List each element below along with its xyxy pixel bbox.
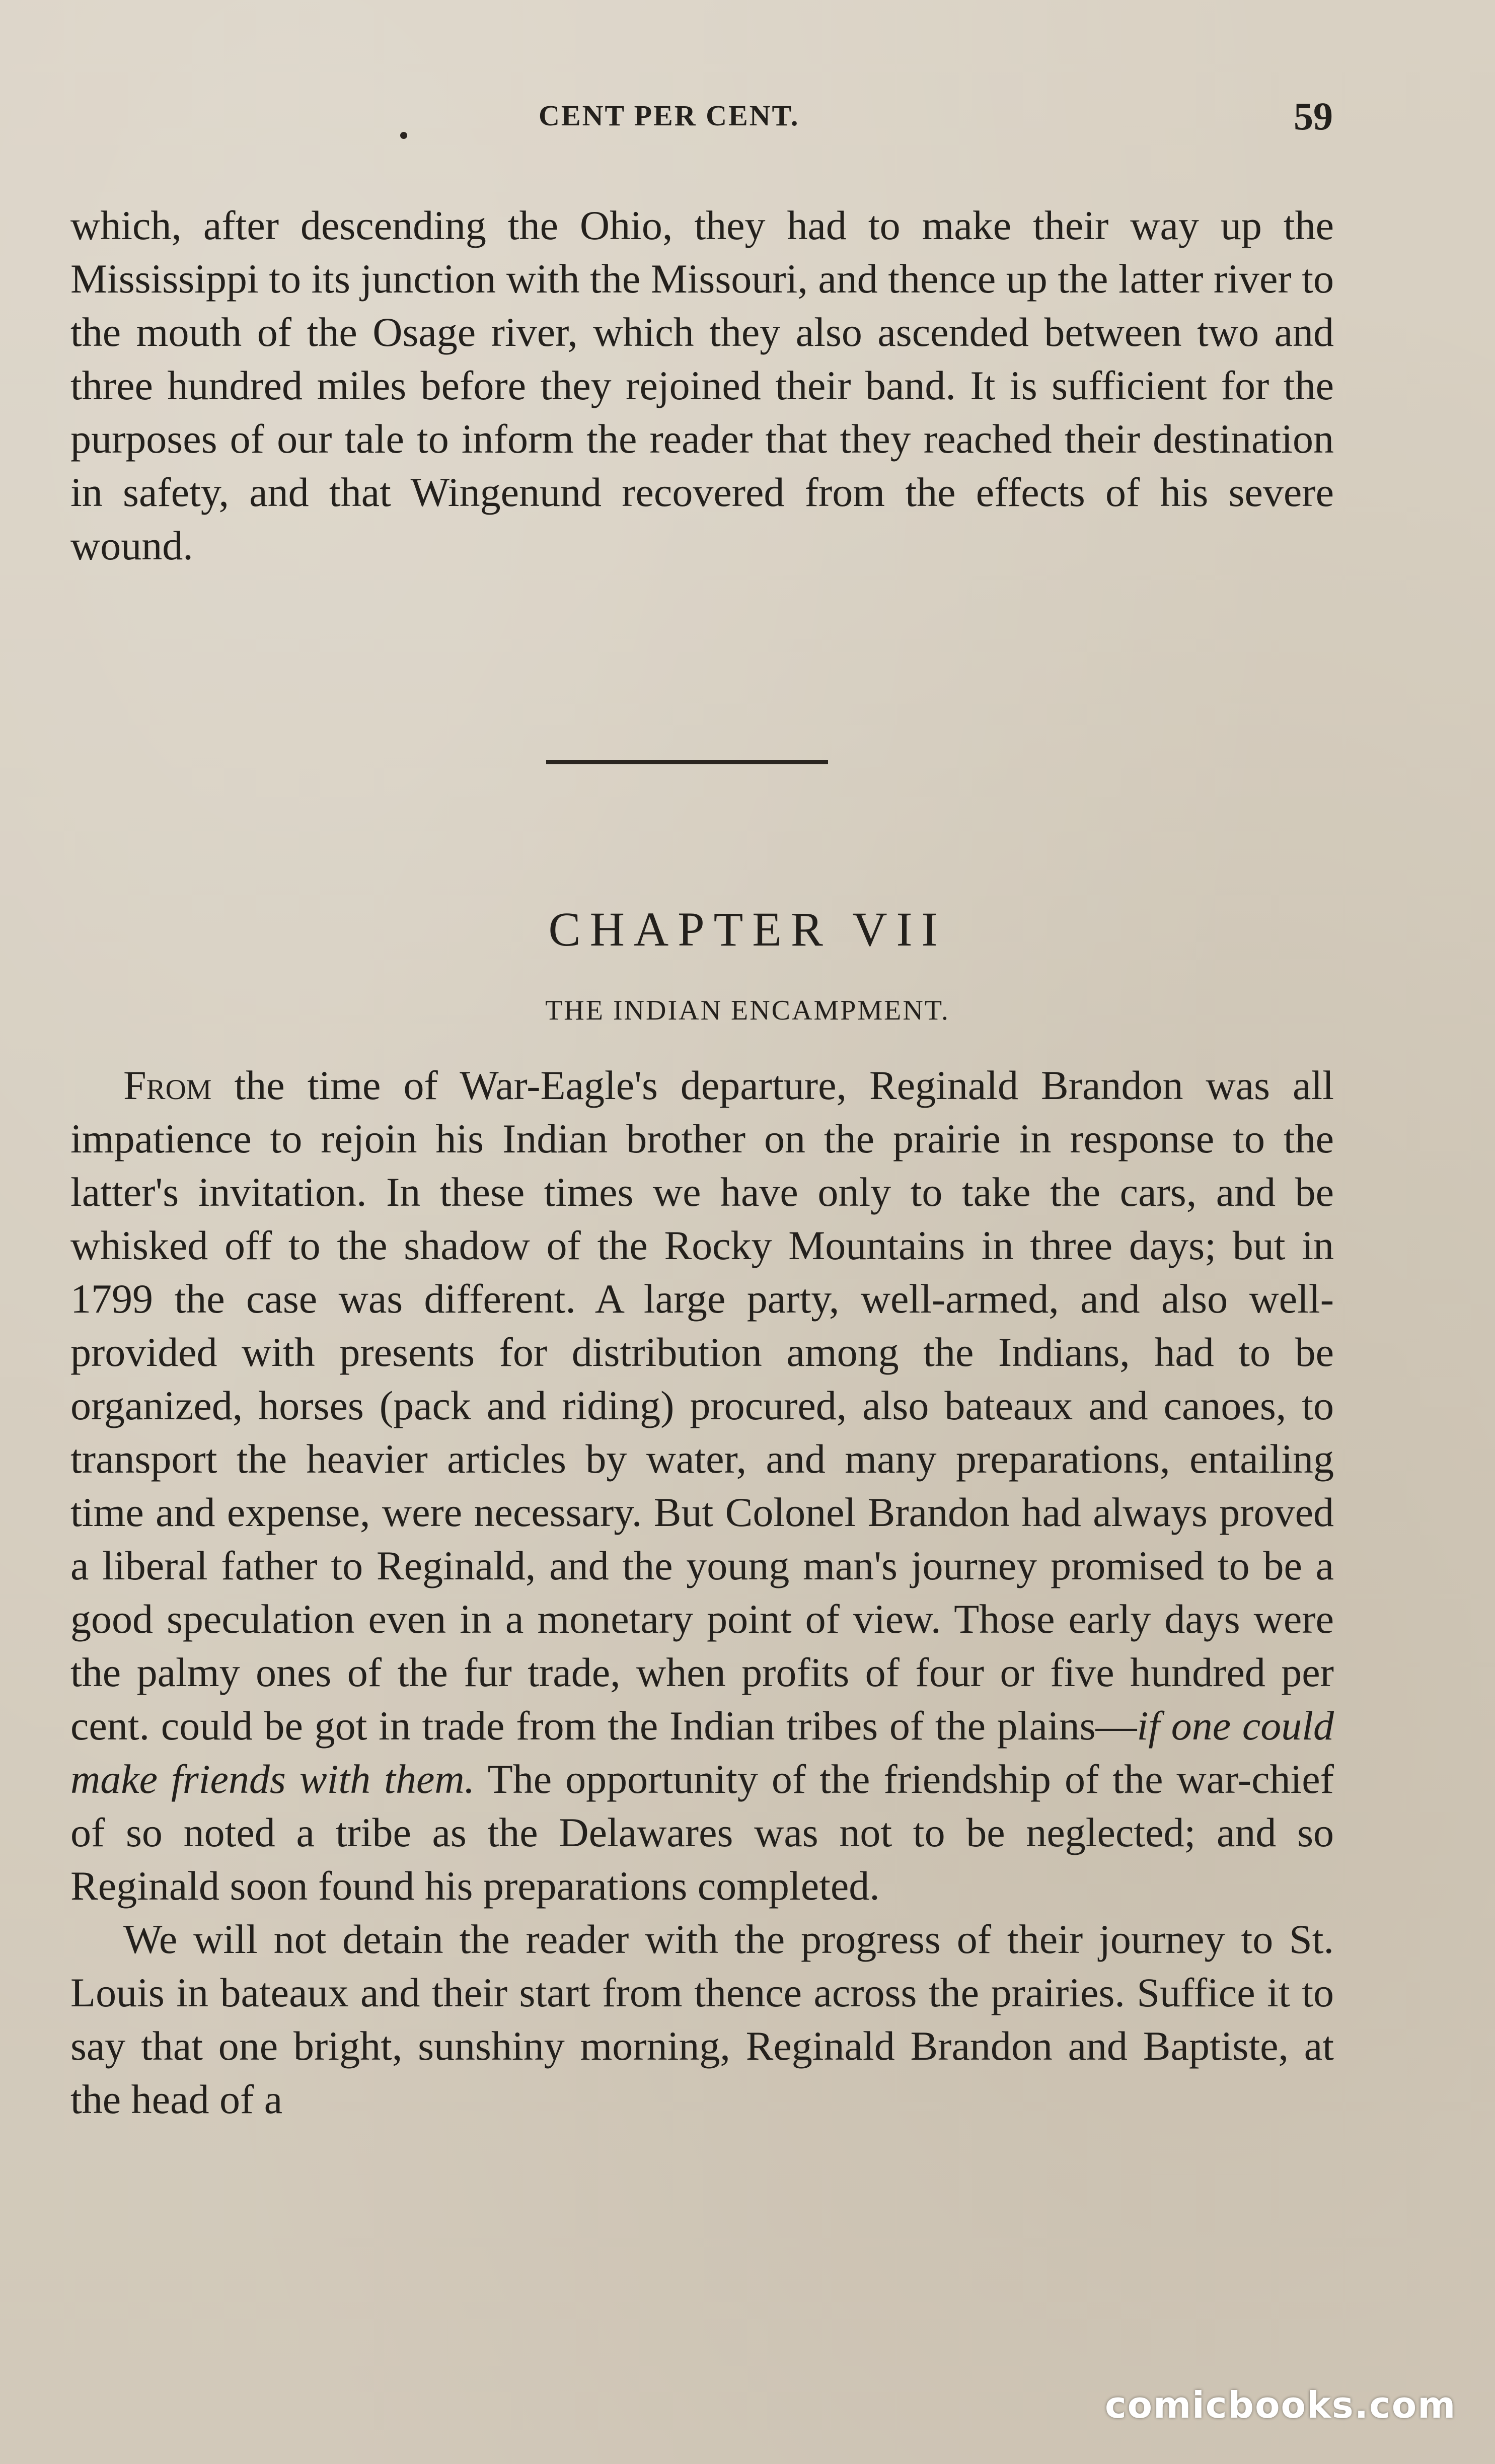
chapter-title: CHAPTER VII [548,902,947,956]
paragraph-1 [70,1059,1334,1913]
header-dot [400,132,407,139]
opening-word: From [123,1062,212,1108]
paragraph-2: We will not detain the reader with the progress of their journey to St. Louis in bateaux and their start from thence across the prairies. Suffice it to say that one bright, sunshiny morning, Reginald Brandon and Baptiste, at the head of a [70,1916,1334,2122]
continued-paragraph-text: which, after descending the Ohio, they had to make their way up the Mississippi to its junction with the Missouri, and thence up the latter river to the mouth of the Osage river, which they also ascended between two and three hundred miles before they rejoined their band. It is sufficient for the purposes of our tale to inform the reader that they reached their destination in safety, and that Wingenund recovered from the effects of his severe wound. [70,202,1334,568]
page-number: 59 [1294,94,1333,138]
continued-paragraph [70,199,1334,572]
section-divider [546,760,828,764]
paragraph-1-text-a: the time of War-Eagle's departure, Reginald Brandon was all impatience to rejoin his Indian brother on the prairie in response to the latter's invitation. In these times we have only to take the cars, and be whisked off to the shadow of the Rocky Mountains in three days; but in 1799 the case was different. A large party, well-armed, and also well-provided with presents for distribution among the Indians, had to be organized, horses (pack and riding) procured, also bateaux and canoes, to transport the heavier articles by water, and many preparations, entailing time and expense, were necessary. But Colonel Brandon had always proved a liberal father to Reginald, and the young man's journey promised to be a good speculation even in a monetary point of view. Those early days were the palmy ones of the fur trade, when profits of four or five hundred per cent. could be got in trade from the Indian tribes of the plains— [70,1062,1334,1749]
chapter-subtitle: THE INDIAN ENCAMPMENT. [545,995,950,1026]
watermark: comicbooks.com [1105,2384,1457,2426]
running-head: CENT PER CENT. [539,99,800,132]
paragraph-1-italic: if one could make friends with them. [70,1703,1334,1802]
paragraph-1-text-b: The opportunity of the friendship of the war-chief of so noted a tribe as the Delawares was not to be neglected; and so Reginald soon found his preparations completed. [70,1756,1334,1909]
chapter-body [70,1059,1334,2126]
